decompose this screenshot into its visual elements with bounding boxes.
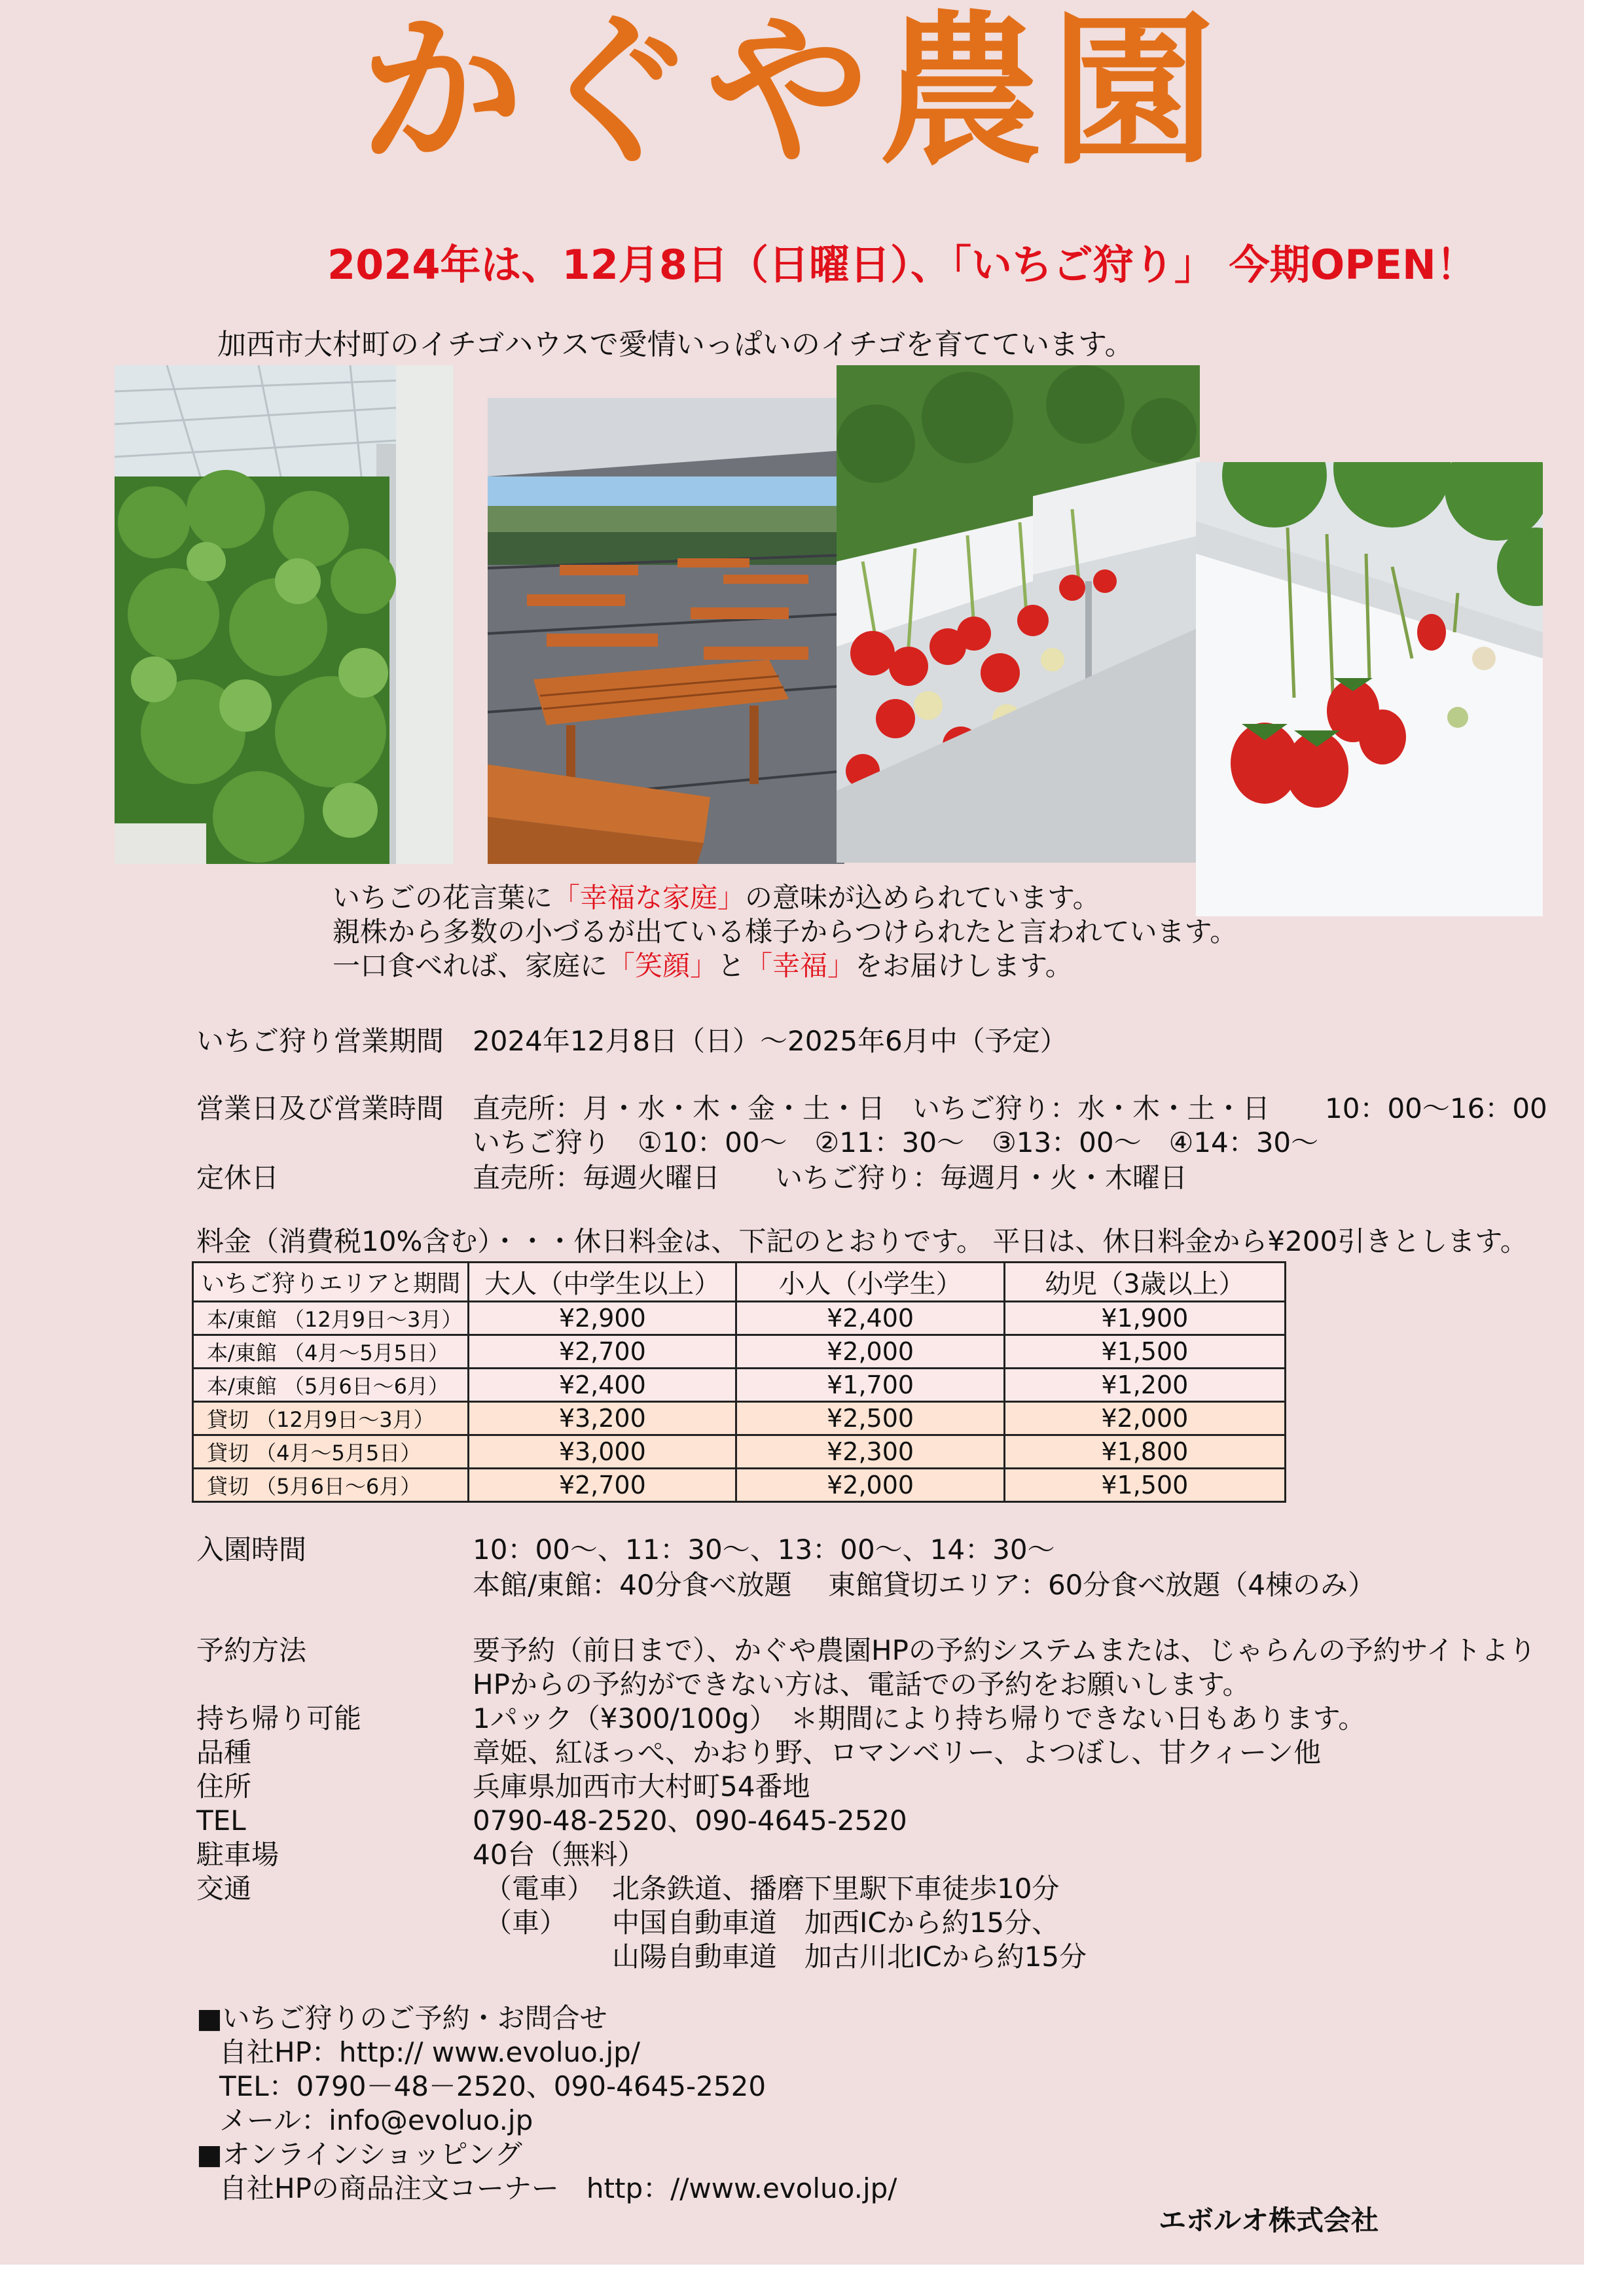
greenhouse-strawberry-plants-photo <box>115 365 454 864</box>
infant-price: ¥1,800 <box>1004 1435 1285 1469</box>
takeout-value: 1パック（¥300/100g） ＊期間により持ち帰りできない日もあります。 <box>473 1702 1366 1734</box>
header-area: いちご狩りエリアと期間 <box>193 1263 469 1302</box>
train-label: （電車） <box>484 1873 595 1905</box>
child-price: ¥1,700 <box>736 1369 1004 1402</box>
hours-label: 営業日及び営業時間 <box>196 1092 444 1124</box>
area-cell: 本/東館 （4月～5月5日） <box>193 1335 469 1369</box>
address-value: 兵庫県加西市大村町54番地 <box>473 1770 810 1803</box>
infant-price: ¥1,900 <box>1004 1302 1285 1335</box>
adult-price: ¥2,700 <box>469 1469 736 1502</box>
shop-line: 自社HPの商品注文コーナー http：//www.evoluo.jp/ <box>219 2172 897 2204</box>
adult-price: ¥2,700 <box>469 1335 736 1369</box>
variety-value: 章姫、紅ほっぺ、かおり野、ロマンベリー、よつぼし、甘クィーン他 <box>473 1736 1322 1768</box>
price-note: 料金（消費税10%含む）・・・休日料金は、下記のとおりです。 平日は、休日料金から¥200引きとします。 <box>196 1225 1528 1257</box>
meaning-text: の意味が込められています。 <box>745 882 1100 914</box>
area-cell: 本/東館 （5月6日～6月） <box>193 1369 469 1402</box>
parking-value: 40台（無料） <box>473 1839 645 1871</box>
parking-label: 駐車場 <box>196 1839 280 1871</box>
takeout-label: 持ち帰り可能 <box>196 1702 362 1734</box>
contact-hp: 自社HP：http:// www.evoluo.jp/ <box>219 2036 640 2068</box>
meaning-text: と <box>717 950 746 982</box>
open-announcement: 2024年は、12月8日（日曜日）、「いちご狩り」 今期OPEN！ <box>327 241 1477 289</box>
area-cell: 本/東館 （12月9日～3月） <box>193 1302 469 1335</box>
hours-line-2: いちご狩り ①10：00～ ②11：30～ ③13：00～ ④14：30～ <box>473 1126 1319 1158</box>
entry-label: 入園時間 <box>196 1534 307 1566</box>
header-infant: 幼児（3歳以上） <box>1004 1263 1285 1302</box>
table-row <box>193 1302 1286 1335</box>
tel-label: TEL <box>196 1804 246 1837</box>
child-price: ¥2,300 <box>736 1435 1004 1469</box>
address-label: 住所 <box>196 1770 252 1803</box>
closed-label: 定休日 <box>196 1162 280 1194</box>
table-row <box>193 1369 1286 1402</box>
meaning-line-2: 親株から多数の小づるが出ている様子からつけられたと言われています。 <box>333 916 1238 948</box>
adult-price: ¥3,000 <box>469 1435 736 1469</box>
closed-value: 直売所：毎週火曜日 いちご狩り：毎週月・火・木曜日 <box>473 1162 1188 1194</box>
car-label: （車） <box>484 1907 568 1939</box>
table-row <box>193 1435 1286 1469</box>
meaning-text: 一口食べれば、家庭に <box>333 950 608 982</box>
area-cell: 貸切 （4月～5月5日） <box>193 1435 469 1469</box>
contact-tel: TEL：0790－48－2520、090-4645-2520 <box>219 2070 767 2102</box>
infant-price: ¥1,200 <box>1004 1369 1285 1402</box>
infant-price: ¥2,000 <box>1004 1402 1285 1435</box>
access-label: 交通 <box>196 1873 252 1905</box>
period-value: 2024年12月8日（日）～2025年6月中（予定） <box>473 1025 1068 1057</box>
reserve-line-2: HPからの予約ができない方は、電話での予約をお願いします。 <box>473 1668 1250 1700</box>
child-price: ¥2,000 <box>736 1335 1004 1369</box>
table-row <box>193 1469 1286 1502</box>
area-cell: 貸切 （5月6日～6月） <box>193 1469 469 1502</box>
reserve-line-1: 要予約（前日まで）、かぐや農園HPの予約システムまたは、じゃらんの予約サイトより <box>473 1634 1536 1666</box>
child-price: ¥2,000 <box>736 1469 1004 1502</box>
contact-mail: メール：info@evoluo.jp <box>219 2104 533 2136</box>
wooden-picnic-tables-photo <box>488 398 844 864</box>
adult-price: ¥2,900 <box>469 1302 736 1335</box>
train-value: 北条鉄道、播磨下里駅下車徒歩10分 <box>612 1873 1060 1905</box>
meaning-line-1 <box>333 881 1100 915</box>
company-name: エボルオ株式会社 <box>1159 2204 1379 2236</box>
header-child: 小人（小学生） <box>736 1263 1004 1302</box>
smile-highlight: 「笑顔」 <box>607 950 718 982</box>
intro-text: 加西市大村町のイチゴハウスで愛情いっぱいのイチゴを育てています。 <box>217 328 1134 361</box>
area-cell: 貸切 （12月9日～3月） <box>193 1402 469 1435</box>
happiness-highlight: 「幸福」 <box>745 950 856 982</box>
meaning-text: をお届けします。 <box>855 950 1073 982</box>
infant-price: ¥1,500 <box>1004 1469 1285 1502</box>
table-row <box>193 1335 1286 1369</box>
shop-heading: ■オンラインショッピング <box>196 2138 522 2170</box>
adult-price: ¥2,400 <box>469 1369 736 1402</box>
adult-price: ¥3,200 <box>469 1402 736 1435</box>
period-label: いちご狩り営業期間 <box>196 1025 444 1057</box>
table-row <box>193 1402 1286 1435</box>
price-table <box>192 1261 1286 1503</box>
contact-heading: ■いちご狩りのご予約・お問合せ <box>196 2002 607 2034</box>
child-price: ¥2,400 <box>736 1302 1004 1335</box>
infant-price: ¥1,500 <box>1004 1335 1285 1369</box>
entry-line-2: 本館/東館：40分食べ放題 東館貸切エリア：60分食べ放題（4棟のみ） <box>473 1569 1376 1601</box>
car-route-1: 中国自動車道 加西ICから約15分、 <box>612 1907 1060 1939</box>
variety-label: 品種 <box>196 1736 252 1768</box>
happy-family-highlight: 「幸福な家庭」 <box>552 882 746 914</box>
tel-value: 0790-48-2520、090-4645-2520 <box>473 1804 907 1837</box>
farm-title: かぐや農園 <box>360 0 1224 187</box>
header-adult: 大人（中学生以上） <box>469 1263 736 1302</box>
meaning-text: いちごの花言葉に <box>333 882 553 914</box>
car-route-2: 山陽自動車道 加古川北ICから約15分 <box>612 1941 1087 1973</box>
hanging-strawberries-photo <box>837 365 1200 863</box>
ripe-strawberries-closeup-photo <box>1196 462 1543 916</box>
child-price: ¥2,500 <box>736 1402 1004 1435</box>
reserve-label: 予約方法 <box>196 1634 307 1666</box>
entry-line-1: 10：00～、11：30～、13：00～、14：30～ <box>473 1534 1055 1566</box>
hours-line-1: 直売所：月・水・木・金・土・日 いちご狩り：水・木・土・日 10：00～16：00 <box>473 1092 1547 1124</box>
meaning-line-3 <box>333 949 1073 983</box>
price-table-header <box>193 1263 1286 1302</box>
